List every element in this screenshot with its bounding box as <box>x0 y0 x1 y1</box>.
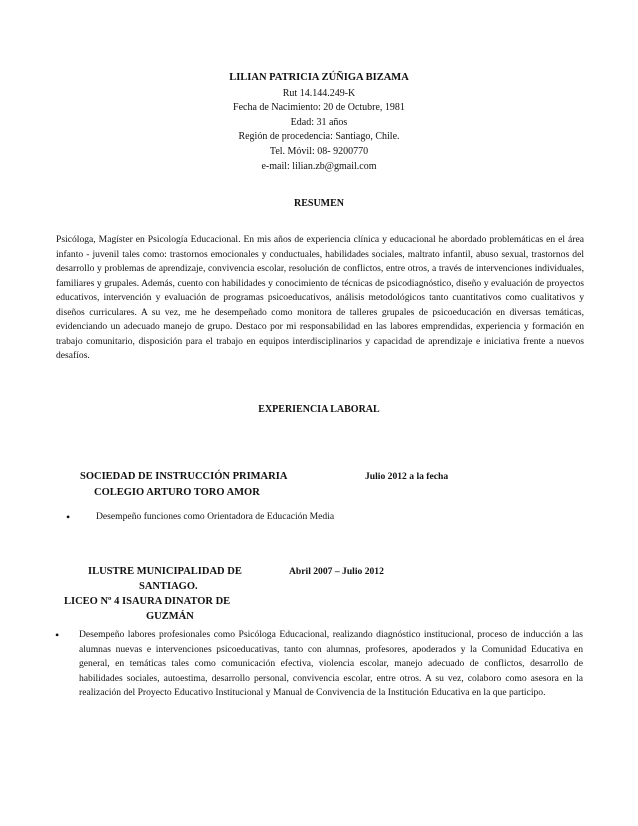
job2-bullet-text: Desempeño labores profesionales como Psicóloga Educacional, realizando diagnóstico institucional, proceso de inducción a las alumnas nuevas e intervenciones psicoeducativas, tanto con alumnas, profesores, apoderados y la Comunidad Educativa en general, en temáticas tales como comunicación efectiva, violencia escolar, manejo adecuado de conflictos, desarrollo de habilidades sociales, autoestima, desarrollo personal, convivencia escolar, entre otros. A su vez, colaboro como asesora en la realización del Proyecto Educativo Institucional y Manual de Convivencia de la Institución Educativa en la que participo. <box>79 629 583 699</box>
job2-employer-line3: LICEO Nº 4 ISAURA DINATOR DE <box>64 596 231 607</box>
job2-employer-line2: SANTIAGO. <box>139 581 198 592</box>
rut: Rut 14.144.249-K <box>282 87 356 99</box>
resumen-body: Psicóloga, Magíster en Psicología Educacional. En mis años de experiencia clínica y educacional he abordado problemáticas en el área infanto - juvenil tales como: trastornos emocionales y conductuales, habilidades sociales, maltrato infantil, abuso sexual, trastornos del desarrollo y problemas de aprendizaje, convivencia escolar, resolución de conflictos, entre otros, a través de intervenciones individuales, familiares y grupales. Además, cuento con habilidades y conocimiento de técnicas de psicodiagnóstico, diseño y evaluación de proyectos educativos, intervención y evaluación de programas psicoeducativos, análisis metodológicos tanto cuantitativos como cualitativos y diseños curriculares. A su vez, me he desempeñado como monitora de talleres grupales de psicoeducación en diversas temáticas, evidenciando un adecuado manejo de grupo. Destaco por mi responsabilidad en las labores emprendidas, experiencia y formación en trabajo comunitario, disposición para el trabajo en equipos interdisciplinarios y capacidad de aprendizaje e iniciativa frente a nuevos desafíos. <box>56 234 584 362</box>
job1-employer-line2: COLEGIO ARTURO TORO AMOR <box>94 487 260 498</box>
candidate-name: LILIAN PATRICIA ZÚÑIGA BIZAMA <box>229 72 409 83</box>
job2-employer-line1: ILUSTRE MUNICIPALIDAD DE <box>88 566 242 577</box>
bullet-icon: • <box>55 628 60 642</box>
resumen-title: RESUMEN <box>293 198 344 209</box>
birth-date: Fecha de Nacimiento: 20 de Octubre, 1981 <box>233 102 405 114</box>
job2-bullet-item <box>55 628 583 701</box>
job2-dates: Abril 2007 – Julio 2012 <box>289 566 384 577</box>
region: Región de procedencia: Santiago, Chile. <box>238 131 400 143</box>
job1-bullet-item <box>66 510 546 525</box>
job1-bullet-text: Desempeño funciones como Orientadora de Educación Media <box>96 511 335 522</box>
contact-header <box>150 71 488 174</box>
job1-employer-line1: SOCIEDAD DE INSTRUCCIÓN PRIMARIA <box>80 471 288 482</box>
job2-employer-line4: GUZMÁN <box>146 611 194 622</box>
email: e-mail: lilian.zb@gmail.com <box>261 160 377 172</box>
phone: Tel. Móvil: 08- 9200770 <box>269 145 369 157</box>
bullet-icon: • <box>66 510 71 524</box>
experiencia-title: EXPERIENCIA LABORAL <box>258 404 380 415</box>
age: Edad: 31 años <box>290 116 348 128</box>
job1-dates: Julio 2012 a la fecha <box>365 471 449 482</box>
